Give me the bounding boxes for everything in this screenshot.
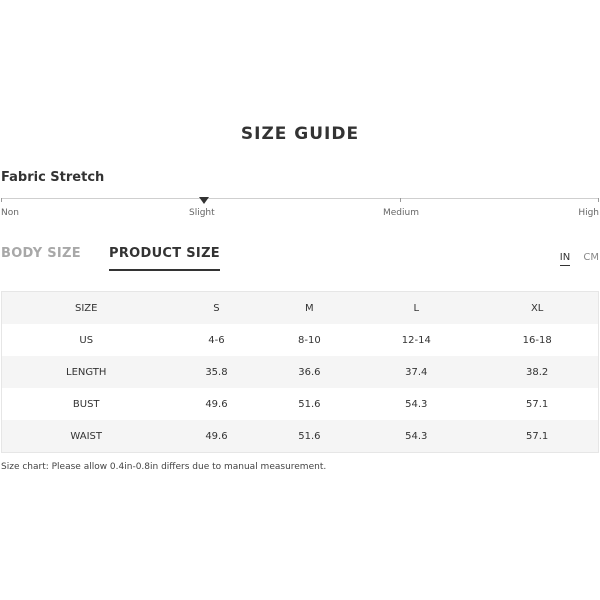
table-header-cell: L — [356, 292, 476, 325]
stretch-level-slight: Slight — [189, 208, 215, 218]
tab-body-size[interactable]: BODY SIZE — [1, 246, 81, 261]
size-table — [1, 291, 599, 453]
unit-cm-button[interactable]: CM — [583, 252, 599, 263]
table-cell: 36.6 — [262, 356, 356, 388]
unit-toggle — [550, 252, 599, 266]
stretch-tick-medium — [400, 198, 401, 202]
table-cell: 8-10 — [298, 334, 321, 346]
table-row — [2, 420, 599, 453]
table-row — [2, 356, 599, 388]
table-row — [2, 324, 599, 356]
table-cell: US — [79, 334, 94, 346]
table-cell: 35.8 — [170, 356, 262, 388]
table-cell: 49.6 — [170, 420, 262, 453]
stretch-level-medium: Medium — [383, 208, 419, 218]
table-cell: 54.3 — [356, 420, 476, 453]
stretch-indicator-icon — [199, 197, 209, 204]
table-header-cell: S — [170, 292, 262, 325]
page-title: SIZE GUIDE — [240, 124, 360, 144]
table-cell: 16-18 — [522, 334, 552, 346]
table-cell: 4-6 — [208, 334, 225, 346]
table-header-cell: SIZE — [2, 292, 171, 325]
tab-product-size[interactable]: PRODUCT SIZE — [109, 246, 220, 271]
table-cell: 51.6 — [262, 420, 356, 453]
table-cell: 38.2 — [476, 356, 598, 388]
fabric-stretch-label: Fabric Stretch — [1, 170, 105, 185]
table-cell: 54.3 — [405, 398, 428, 410]
stretch-tick-high — [598, 198, 599, 202]
table-row — [2, 388, 599, 420]
table-header-row — [2, 292, 599, 325]
unit-in-button[interactable]: IN — [560, 252, 570, 266]
table-cell: LENGTH — [2, 356, 171, 388]
measurement-note: Size chart: Please allow 0.4in-0.8in differs due to manual measurement. — [1, 462, 327, 472]
table-header-cell: M — [262, 292, 356, 325]
table-cell: 37.4 — [356, 356, 476, 388]
table-cell: WAIST — [2, 420, 171, 453]
table-cell: 57.1 — [526, 398, 549, 410]
table-cell: 57.1 — [476, 420, 598, 453]
stretch-tick-non — [1, 198, 2, 202]
table-cell: 49.6 — [205, 398, 228, 410]
table-header-cell: XL — [476, 292, 598, 325]
stretch-scale-line — [1, 198, 599, 199]
stretch-level-high: High — [578, 208, 599, 218]
stretch-level-non: Non — [1, 208, 19, 218]
table-cell: BUST — [72, 398, 100, 410]
table-cell: 51.6 — [298, 398, 321, 410]
table-cell: 12-14 — [401, 334, 431, 346]
